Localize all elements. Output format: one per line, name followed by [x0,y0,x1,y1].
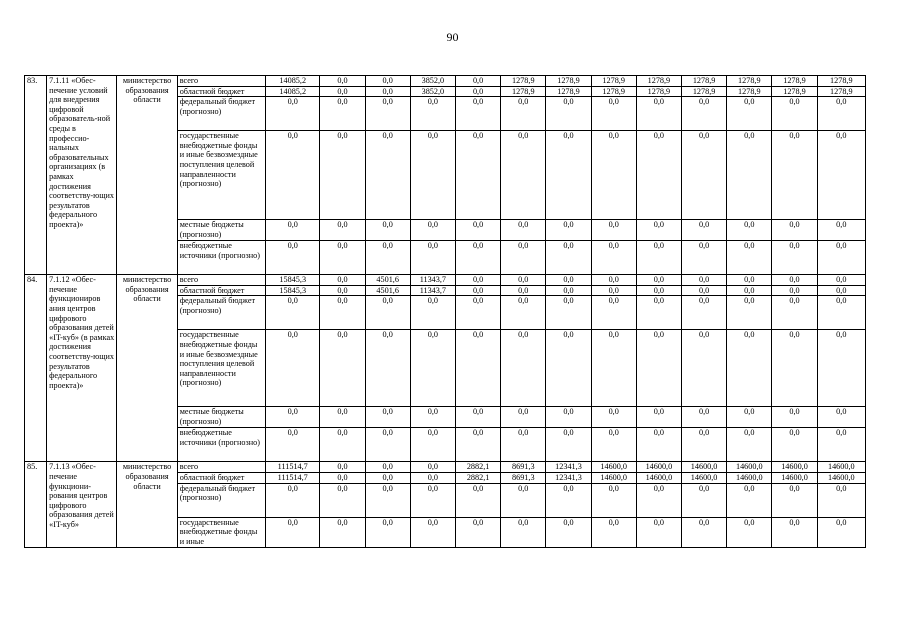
table-row [25,76,866,87]
amount-cell: 2882,1 [455,472,500,483]
amount-cell: 0,0 [455,97,500,131]
amount-cell: 14600,0 [772,472,817,483]
measure-name: 7.1.12 «Обес-печение функциониров ания центров цифрового образования детей «IT-куб» (в рамках достижения соответству-ющих результатов федерального проекта)» [47,275,117,462]
amount-cell: 0,0 [546,241,591,275]
amount-cell: 0,0 [681,407,726,428]
amount-cell: 0,0 [266,428,320,462]
amount-cell: 0,0 [817,241,865,275]
amount-cell: 0,0 [365,407,410,428]
amount-cell: 0,0 [636,285,681,296]
amount-cell: 0,0 [727,285,772,296]
amount-cell: 0,0 [817,131,865,220]
amount-cell: 0,0 [727,241,772,275]
amount-cell: 0,0 [501,407,546,428]
amount-cell: 0,0 [817,285,865,296]
amount-cell: 0,0 [365,483,410,517]
amount-cell: 0,0 [727,428,772,462]
amount-cell: 14085,2 [266,86,320,97]
amount-cell: 3852,0 [410,86,455,97]
amount-cell: 0,0 [266,517,320,547]
amount-cell: 1278,9 [591,76,636,87]
amount-cell: 1278,9 [681,86,726,97]
funding-source: внебюджетные источники (прогнозно) [177,241,265,275]
amount-cell: 0,0 [772,285,817,296]
amount-cell: 0,0 [266,296,320,330]
amount-cell: 1278,9 [546,86,591,97]
amount-cell: 14600,0 [591,472,636,483]
funding-source: федеральный бюджет (прогнозно) [177,296,265,330]
amount-cell: 0,0 [636,241,681,275]
amount-cell: 0,0 [772,241,817,275]
amount-cell: 0,0 [365,76,410,87]
amount-cell: 0,0 [455,483,500,517]
measure-name: 7.1.13 «Обес-печение функциони-рования центров цифрового образования детей «IT-куб» [47,462,117,547]
amount-cell: 0,0 [410,131,455,220]
amount-cell: 0,0 [772,517,817,547]
amount-cell: 0,0 [636,407,681,428]
amount-cell: 0,0 [320,241,365,275]
amount-cell: 0,0 [365,86,410,97]
funding-source: государственные внебюджетные фонды и иные безвозмездные поступления целевой направленности (прогнозно) [177,330,265,407]
amount-cell: 0,0 [772,275,817,286]
amount-cell: 0,0 [636,275,681,286]
amount-cell: 0,0 [501,131,546,220]
amount-cell: 1278,9 [636,86,681,97]
amount-cell: 0,0 [681,241,726,275]
responsible-executor: министерство образования области [117,76,177,275]
amount-cell: 14600,0 [636,462,681,473]
amount-cell: 0,0 [817,220,865,241]
amount-cell: 0,0 [546,517,591,547]
amount-cell: 1278,9 [546,76,591,87]
amount-cell: 0,0 [266,407,320,428]
amount-cell: 1278,9 [817,86,865,97]
amount-cell: 0,0 [817,97,865,131]
amount-cell: 0,0 [320,517,365,547]
amount-cell: 1278,9 [501,86,546,97]
amount-cell: 0,0 [772,407,817,428]
amount-cell: 1278,9 [681,76,726,87]
amount-cell: 0,0 [546,483,591,517]
amount-cell: 14600,0 [727,472,772,483]
amount-cell: 0,0 [546,97,591,131]
amount-cell: 0,0 [591,275,636,286]
amount-cell: 0,0 [817,296,865,330]
amount-cell: 2882,1 [455,462,500,473]
amount-cell: 0,0 [320,462,365,473]
amount-cell: 0,0 [546,330,591,407]
amount-cell: 0,0 [410,483,455,517]
amount-cell: 0,0 [365,241,410,275]
amount-cell: 0,0 [320,275,365,286]
amount-cell: 0,0 [455,296,500,330]
amount-cell: 0,0 [501,285,546,296]
page-number: 90 [446,30,459,44]
amount-cell: 14600,0 [772,462,817,473]
amount-cell: 14600,0 [681,472,726,483]
amount-cell: 0,0 [636,330,681,407]
amount-cell: 0,0 [455,131,500,220]
amount-cell: 0,0 [501,97,546,131]
amount-cell: 0,0 [727,330,772,407]
amount-cell: 0,0 [727,296,772,330]
amount-cell: 14600,0 [727,462,772,473]
funding-source: государственные внебюджетные фонды и иные [177,517,265,547]
amount-cell: 0,0 [636,97,681,131]
amount-cell: 0,0 [365,428,410,462]
amount-cell: 0,0 [591,131,636,220]
amount-cell: 12341,3 [546,472,591,483]
amount-cell: 0,0 [365,517,410,547]
funding-source: федеральный бюджет (прогнозно) [177,483,265,517]
amount-cell: 0,0 [681,296,726,330]
amount-cell: 0,0 [772,131,817,220]
row-index: 83. [25,76,47,275]
amount-cell: 0,0 [501,517,546,547]
amount-cell: 0,0 [320,428,365,462]
amount-cell: 14600,0 [817,462,865,473]
amount-cell: 0,0 [455,275,500,286]
amount-cell: 0,0 [501,241,546,275]
amount-cell: 0,0 [365,220,410,241]
budget-table [24,75,866,548]
amount-cell: 0,0 [501,275,546,286]
amount-cell: 0,0 [266,483,320,517]
amount-cell: 0,0 [320,86,365,97]
amount-cell: 0,0 [591,407,636,428]
amount-cell: 0,0 [455,285,500,296]
amount-cell: 0,0 [817,407,865,428]
amount-cell: 0,0 [501,220,546,241]
amount-cell: 0,0 [591,285,636,296]
amount-cell: 0,0 [410,296,455,330]
amount-cell: 0,0 [320,472,365,483]
amount-cell: 0,0 [591,220,636,241]
amount-cell: 0,0 [681,517,726,547]
amount-cell: 0,0 [365,330,410,407]
amount-cell: 0,0 [636,296,681,330]
amount-cell: 0,0 [727,275,772,286]
amount-cell: 0,0 [501,483,546,517]
amount-cell: 0,0 [455,86,500,97]
amount-cell: 0,0 [410,97,455,131]
amount-cell: 0,0 [266,131,320,220]
amount-cell: 0,0 [681,428,726,462]
amount-cell: 0,0 [410,220,455,241]
amount-cell: 0,0 [266,220,320,241]
amount-cell: 14600,0 [636,472,681,483]
table-row [25,462,866,473]
table-row [25,275,866,286]
amount-cell: 8691,3 [501,472,546,483]
amount-cell: 3852,0 [410,76,455,87]
amount-cell: 0,0 [365,131,410,220]
row-index: 85. [25,462,47,547]
amount-cell: 0,0 [410,428,455,462]
amount-cell: 1278,9 [772,76,817,87]
amount-cell: 1278,9 [591,86,636,97]
amount-cell: 0,0 [320,483,365,517]
amount-cell: 0,0 [727,131,772,220]
amount-cell: 0,0 [636,220,681,241]
amount-cell: 0,0 [591,517,636,547]
amount-cell: 0,0 [546,296,591,330]
amount-cell: 0,0 [410,330,455,407]
amount-cell: 0,0 [591,428,636,462]
amount-cell: 0,0 [455,428,500,462]
funding-source: областной бюджет [177,472,265,483]
amount-cell: 0,0 [320,76,365,87]
amount-cell: 0,0 [455,330,500,407]
amount-cell: 0,0 [501,296,546,330]
amount-cell: 0,0 [455,241,500,275]
amount-cell: 0,0 [455,220,500,241]
amount-cell: 0,0 [817,330,865,407]
amount-cell: 0,0 [681,285,726,296]
amount-cell: 0,0 [636,428,681,462]
amount-cell: 0,0 [772,330,817,407]
funding-source: областной бюджет [177,285,265,296]
row-index: 84. [25,275,47,462]
amount-cell: 0,0 [772,97,817,131]
amount-cell: 0,0 [727,483,772,517]
amount-cell: 14600,0 [681,462,726,473]
amount-cell: 0,0 [320,220,365,241]
amount-cell: 0,0 [455,407,500,428]
amount-cell: 0,0 [681,330,726,407]
amount-cell: 14600,0 [591,462,636,473]
responsible-executor: министерство образования области [117,275,177,462]
amount-cell: 0,0 [772,220,817,241]
amount-cell: 0,0 [591,330,636,407]
funding-source: областной бюджет [177,86,265,97]
measure-name: 7.1.11 «Обес-печение условий для внедрения цифровой образователь-ной среды в профессио-нальных образовательных организациях (в рамках достижения соответству-ющих результатов федерального проекта)» [47,76,117,275]
amount-cell: 11343,7 [410,275,455,286]
funding-source: всего [177,76,265,87]
amount-cell: 1278,9 [501,76,546,87]
amount-cell: 0,0 [636,517,681,547]
amount-cell: 0,0 [591,296,636,330]
amount-cell: 0,0 [546,275,591,286]
amount-cell: 15845,3 [266,275,320,286]
amount-cell: 0,0 [591,97,636,131]
amount-cell: 0,0 [501,330,546,407]
amount-cell: 0,0 [681,220,726,241]
amount-cell: 0,0 [266,330,320,407]
amount-cell: 0,0 [727,407,772,428]
amount-cell: 1278,9 [817,76,865,87]
amount-cell: 0,0 [501,428,546,462]
amount-cell: 0,0 [266,97,320,131]
funding-source: всего [177,462,265,473]
amount-cell: 0,0 [455,517,500,547]
amount-cell: 4501,6 [365,285,410,296]
amount-cell: 111514,7 [266,472,320,483]
amount-cell: 0,0 [681,97,726,131]
amount-cell: 0,0 [681,131,726,220]
amount-cell: 0,0 [817,275,865,286]
amount-cell: 0,0 [591,483,636,517]
amount-cell: 0,0 [546,131,591,220]
amount-cell: 0,0 [320,330,365,407]
amount-cell: 0,0 [591,241,636,275]
amount-cell: 0,0 [410,517,455,547]
amount-cell: 0,0 [410,241,455,275]
amount-cell: 0,0 [817,517,865,547]
responsible-executor: министерство образования области [117,462,177,547]
amount-cell: 0,0 [266,241,320,275]
amount-cell: 0,0 [727,220,772,241]
amount-cell: 0,0 [817,428,865,462]
amount-cell: 0,0 [727,97,772,131]
amount-cell: 0,0 [727,517,772,547]
amount-cell: 1278,9 [727,76,772,87]
funding-source: всего [177,275,265,286]
amount-cell: 0,0 [410,407,455,428]
amount-cell: 0,0 [636,483,681,517]
amount-cell: 1278,9 [636,76,681,87]
funding-source: местные бюджеты (прогнозно) [177,407,265,428]
amount-cell: 0,0 [410,462,455,473]
amount-cell: 1278,9 [772,86,817,97]
amount-cell: 0,0 [772,483,817,517]
funding-source: государственные внебюджетные фонды и иные безвозмездные поступления целевой направленности (прогнозно) [177,131,265,220]
amount-cell: 11343,7 [410,285,455,296]
amount-cell: 0,0 [365,462,410,473]
amount-cell: 0,0 [320,131,365,220]
amount-cell: 1278,9 [727,86,772,97]
amount-cell: 0,0 [636,131,681,220]
amount-cell: 8691,3 [501,462,546,473]
amount-cell: 0,0 [546,428,591,462]
amount-cell: 0,0 [320,97,365,131]
amount-cell: 111514,7 [266,462,320,473]
funding-source: местные бюджеты (прогнозно) [177,220,265,241]
funding-source: внебюджетные источники (прогнозно) [177,428,265,462]
amount-cell: 0,0 [365,296,410,330]
amount-cell: 15845,3 [266,285,320,296]
amount-cell: 0,0 [455,76,500,87]
amount-cell: 14085,2 [266,76,320,87]
amount-cell: 0,0 [365,97,410,131]
amount-cell: 0,0 [546,285,591,296]
funding-source: федеральный бюджет (прогнозно) [177,97,265,131]
amount-cell: 0,0 [546,407,591,428]
amount-cell: 14600,0 [817,472,865,483]
amount-cell: 0,0 [320,407,365,428]
amount-cell: 0,0 [546,220,591,241]
amount-cell: 0,0 [410,472,455,483]
amount-cell: 0,0 [320,285,365,296]
amount-cell: 0,0 [681,483,726,517]
amount-cell: 0,0 [817,483,865,517]
amount-cell: 0,0 [365,472,410,483]
amount-cell: 0,0 [681,275,726,286]
amount-cell: 0,0 [772,428,817,462]
amount-cell: 4501,6 [365,275,410,286]
amount-cell: 0,0 [320,296,365,330]
amount-cell: 12341,3 [546,462,591,473]
amount-cell: 0,0 [772,296,817,330]
